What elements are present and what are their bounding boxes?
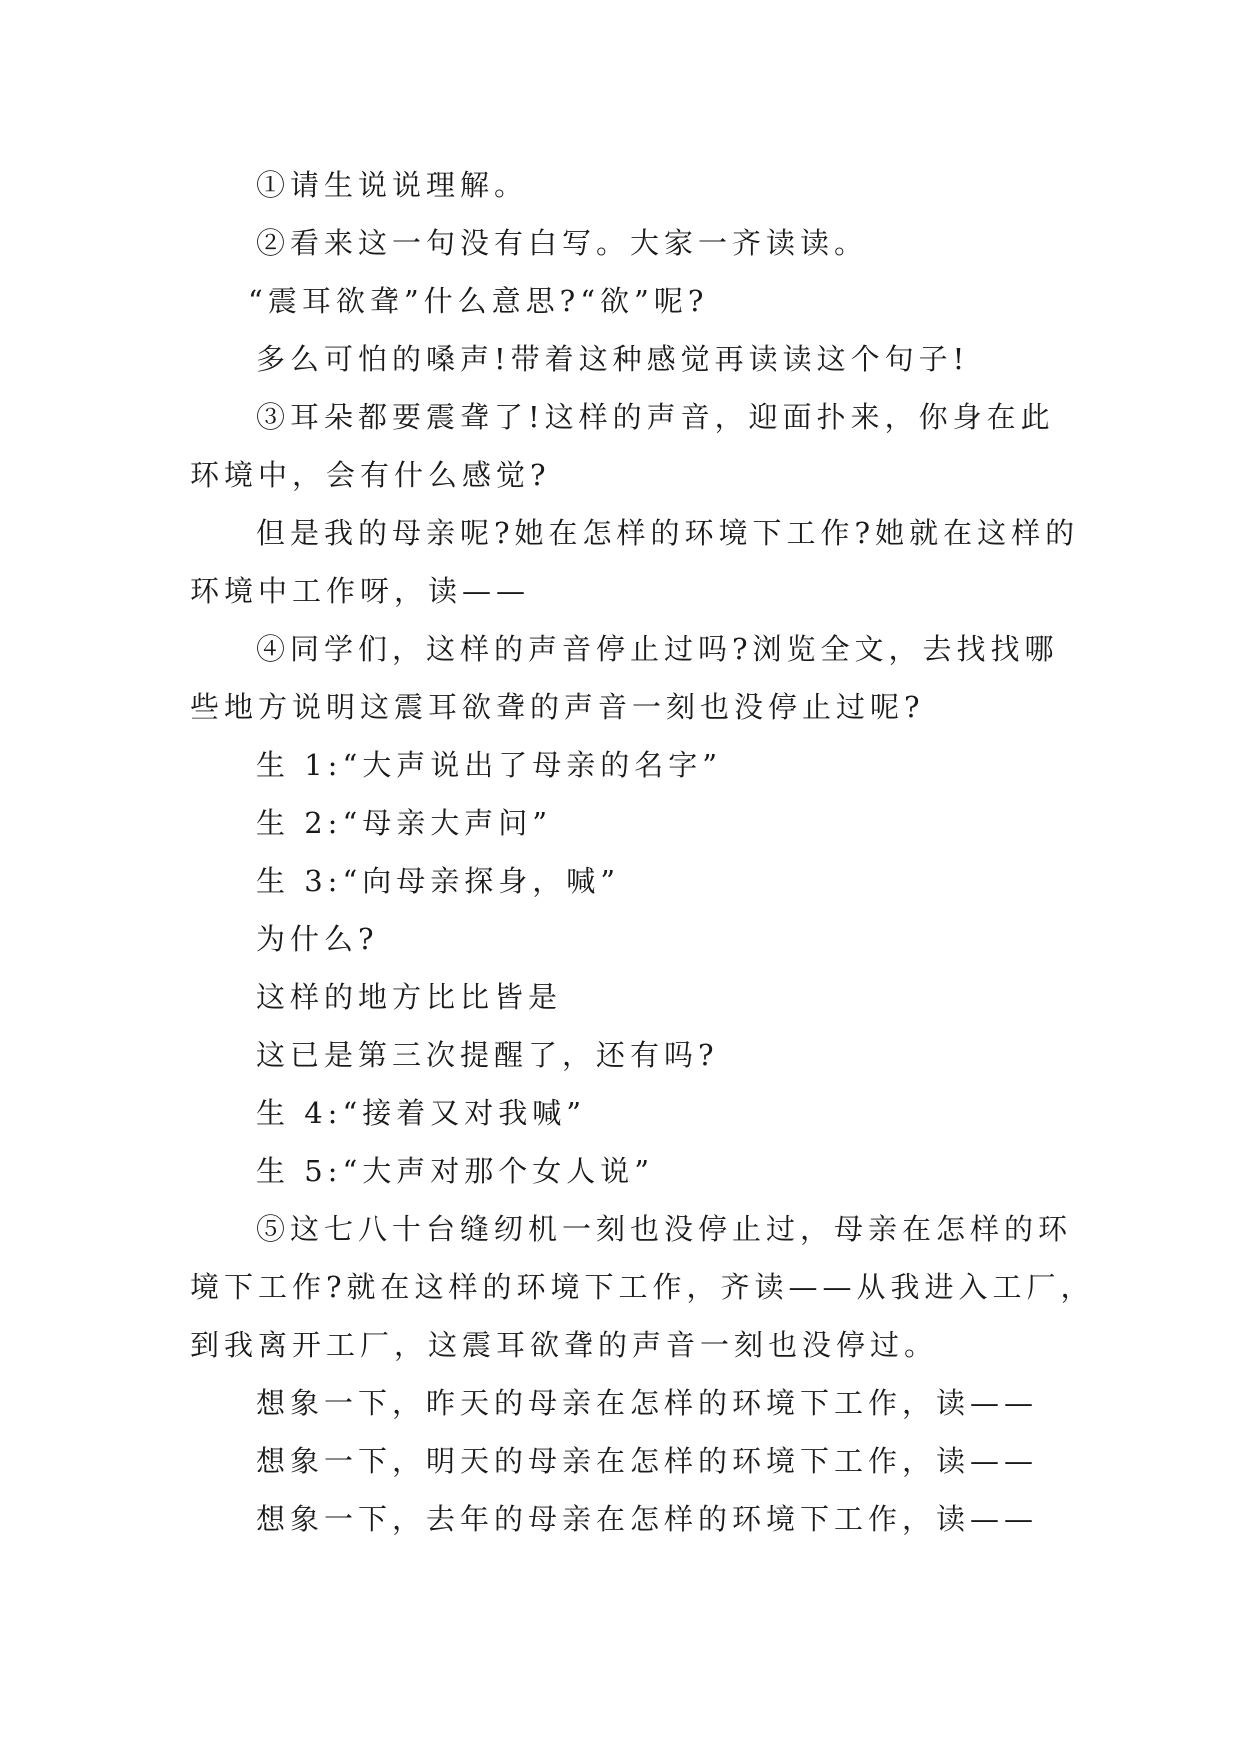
paragraph-line: 但是我的母亲呢?她在怎样的环境下工作?她就在这样的 [256, 516, 1080, 550]
paragraph-line: “震耳欲聋”什么意思?“欲”呢? [248, 284, 709, 318]
paragraph-line: ④同学们，这样的声音停止过吗?浏览全文，去找找哪 [256, 632, 1059, 666]
paragraph-line: 生 1:“大声说出了母亲的名字” [256, 748, 723, 782]
paragraph-line: 些地方说明这震耳欲聋的声音一刻也没停止过呢? [190, 690, 925, 724]
paragraph-line: 生 4:“接着又对我喊” [256, 1096, 587, 1130]
paragraph-line: ②看来这一句没有白写。大家一齐读读。 [256, 226, 869, 260]
paragraph-line: 为什么? [256, 922, 379, 956]
paragraph-line: 这已是第三次提醒了，还有吗? [256, 1038, 719, 1072]
paragraph-line: ①请生说说理解。 [256, 168, 529, 202]
paragraph-line: 多么可怕的嗓声!带着这种感觉再读读这个句子! [256, 342, 970, 376]
paragraph-line: 生 5:“大声对那个女人说” [256, 1154, 655, 1188]
paragraph-line: 想象一下，去年的母亲在怎样的环境下工作，读—— [256, 1502, 1039, 1536]
paragraph-line: 想象一下，昨天的母亲在怎样的环境下工作，读—— [256, 1386, 1039, 1420]
paragraph-line: 到我离开工厂，这震耳欲聋的声音一刻也没停过。 [190, 1328, 939, 1362]
paragraph-line: 生 2:“母亲大声问” [256, 806, 553, 840]
paragraph-line: 这样的地方比比皆是 [256, 980, 563, 1014]
document-body [190, 156, 1095, 1548]
paragraph-line: 生 3:“向母亲探身，喊” [256, 864, 621, 898]
paragraph-line: ⑤这七八十台缝纫机一刻也没停止过，母亲在怎样的环 [256, 1212, 1073, 1246]
paragraph-line: 环境中工作呀，读—— [190, 574, 531, 608]
paragraph-line: 想象一下，明天的母亲在怎样的环境下工作，读—— [256, 1444, 1039, 1478]
paragraph-line: ③耳朵都要震聋了!这样的声音，迎面扑来，你身在此 [256, 400, 1055, 434]
paragraph-line: 环境中，会有什么感觉? [190, 458, 551, 492]
paragraph-line: 境下工作?就在这样的环境下工作，齐读——从我进入工厂， [190, 1270, 1095, 1304]
